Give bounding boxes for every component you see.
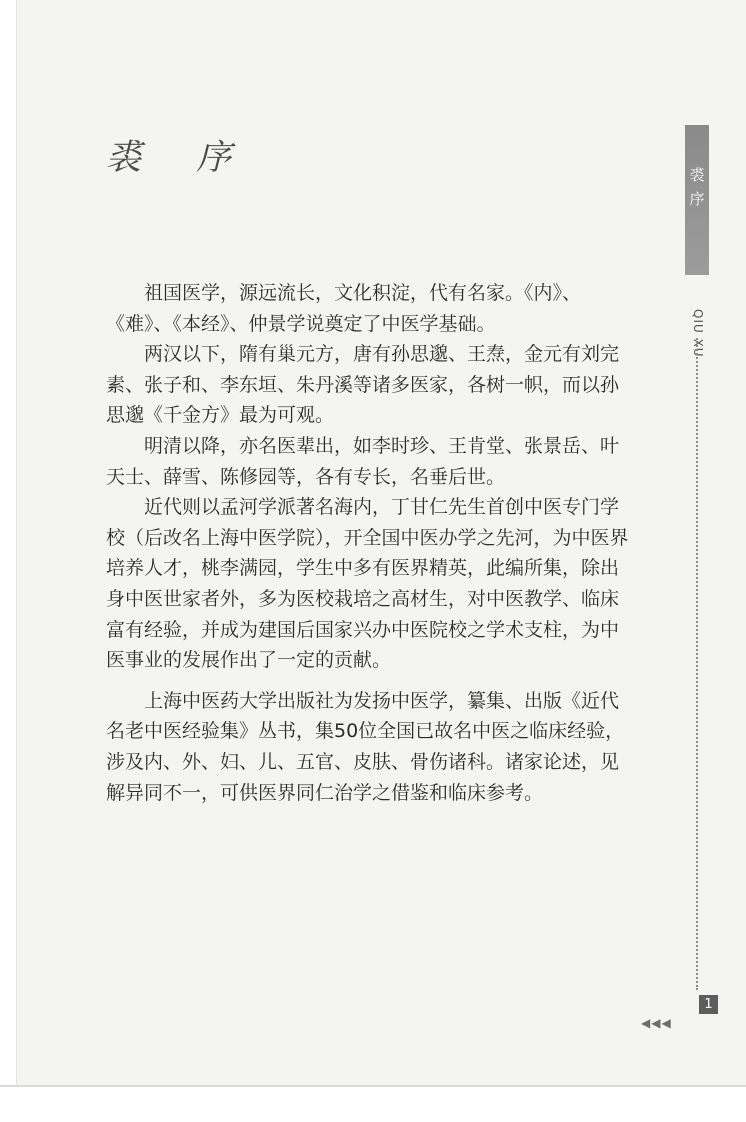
- page-bottom-edge: [0, 1085, 746, 1122]
- paragraph: 两汉以下，隋有巢元方，唐有孙思邈、王焘，金元有刘完素、张子和、李东垣、朱丹溪等诸多医家，各树一帜，而以孙思邈《千金方》最为可观。: [106, 343, 620, 427]
- paragraph: 上海中医药大学出版社为发扬中医学，纂集、出版《近代名老中医经验集》丛书，集50位全国已故名中医之临床经验，涉及内、外、妇、儿、五官、皮肤、骨伤诸科。诸家论述，见解异同不一，可供医界同仁治学之借鉴和临床参考。: [106, 689, 625, 804]
- body-text: [106, 278, 636, 808]
- page-binding-edge: [0, 0, 17, 1122]
- chapter-side-tab: [685, 125, 709, 275]
- nav-arrows-icon: ◀◀◀: [641, 1016, 672, 1030]
- page-title: 裘 序: [106, 138, 254, 178]
- chapter-side-tab-label: 裘 序: [689, 166, 705, 208]
- chapter-pinyin-label: QIU XU: [691, 309, 705, 358]
- side-dotted-line: [696, 338, 698, 990]
- paragraph: 近代则以孟河学派著名海内，丁甘仁先生首创中医专门学校（后改名上海中医学院），开全国中医办学之先河，为中医界培养人才，桃李满园，学生中多有医界精英，此编所集，除出身中医世家者外，多为医校栽培之高材生，对中医教学、临床富有经验，并成为建国后国家兴办中医院校之学术支柱，为中医事业的发展作出了一定的贡献。: [106, 496, 629, 672]
- paragraph: 明清以降，亦名医辈出，如李时珍、王肯堂、张景岳、叶天士、薛雪、陈修园等，各有专长，名垂后世。: [106, 434, 620, 488]
- paragraph: 祖国医学，源远流长，文化积淀，代有名家。《内》、《难》、《本经》、仲景学说奠定了中医学基础。: [106, 282, 582, 335]
- page-number: 1: [699, 995, 718, 1014]
